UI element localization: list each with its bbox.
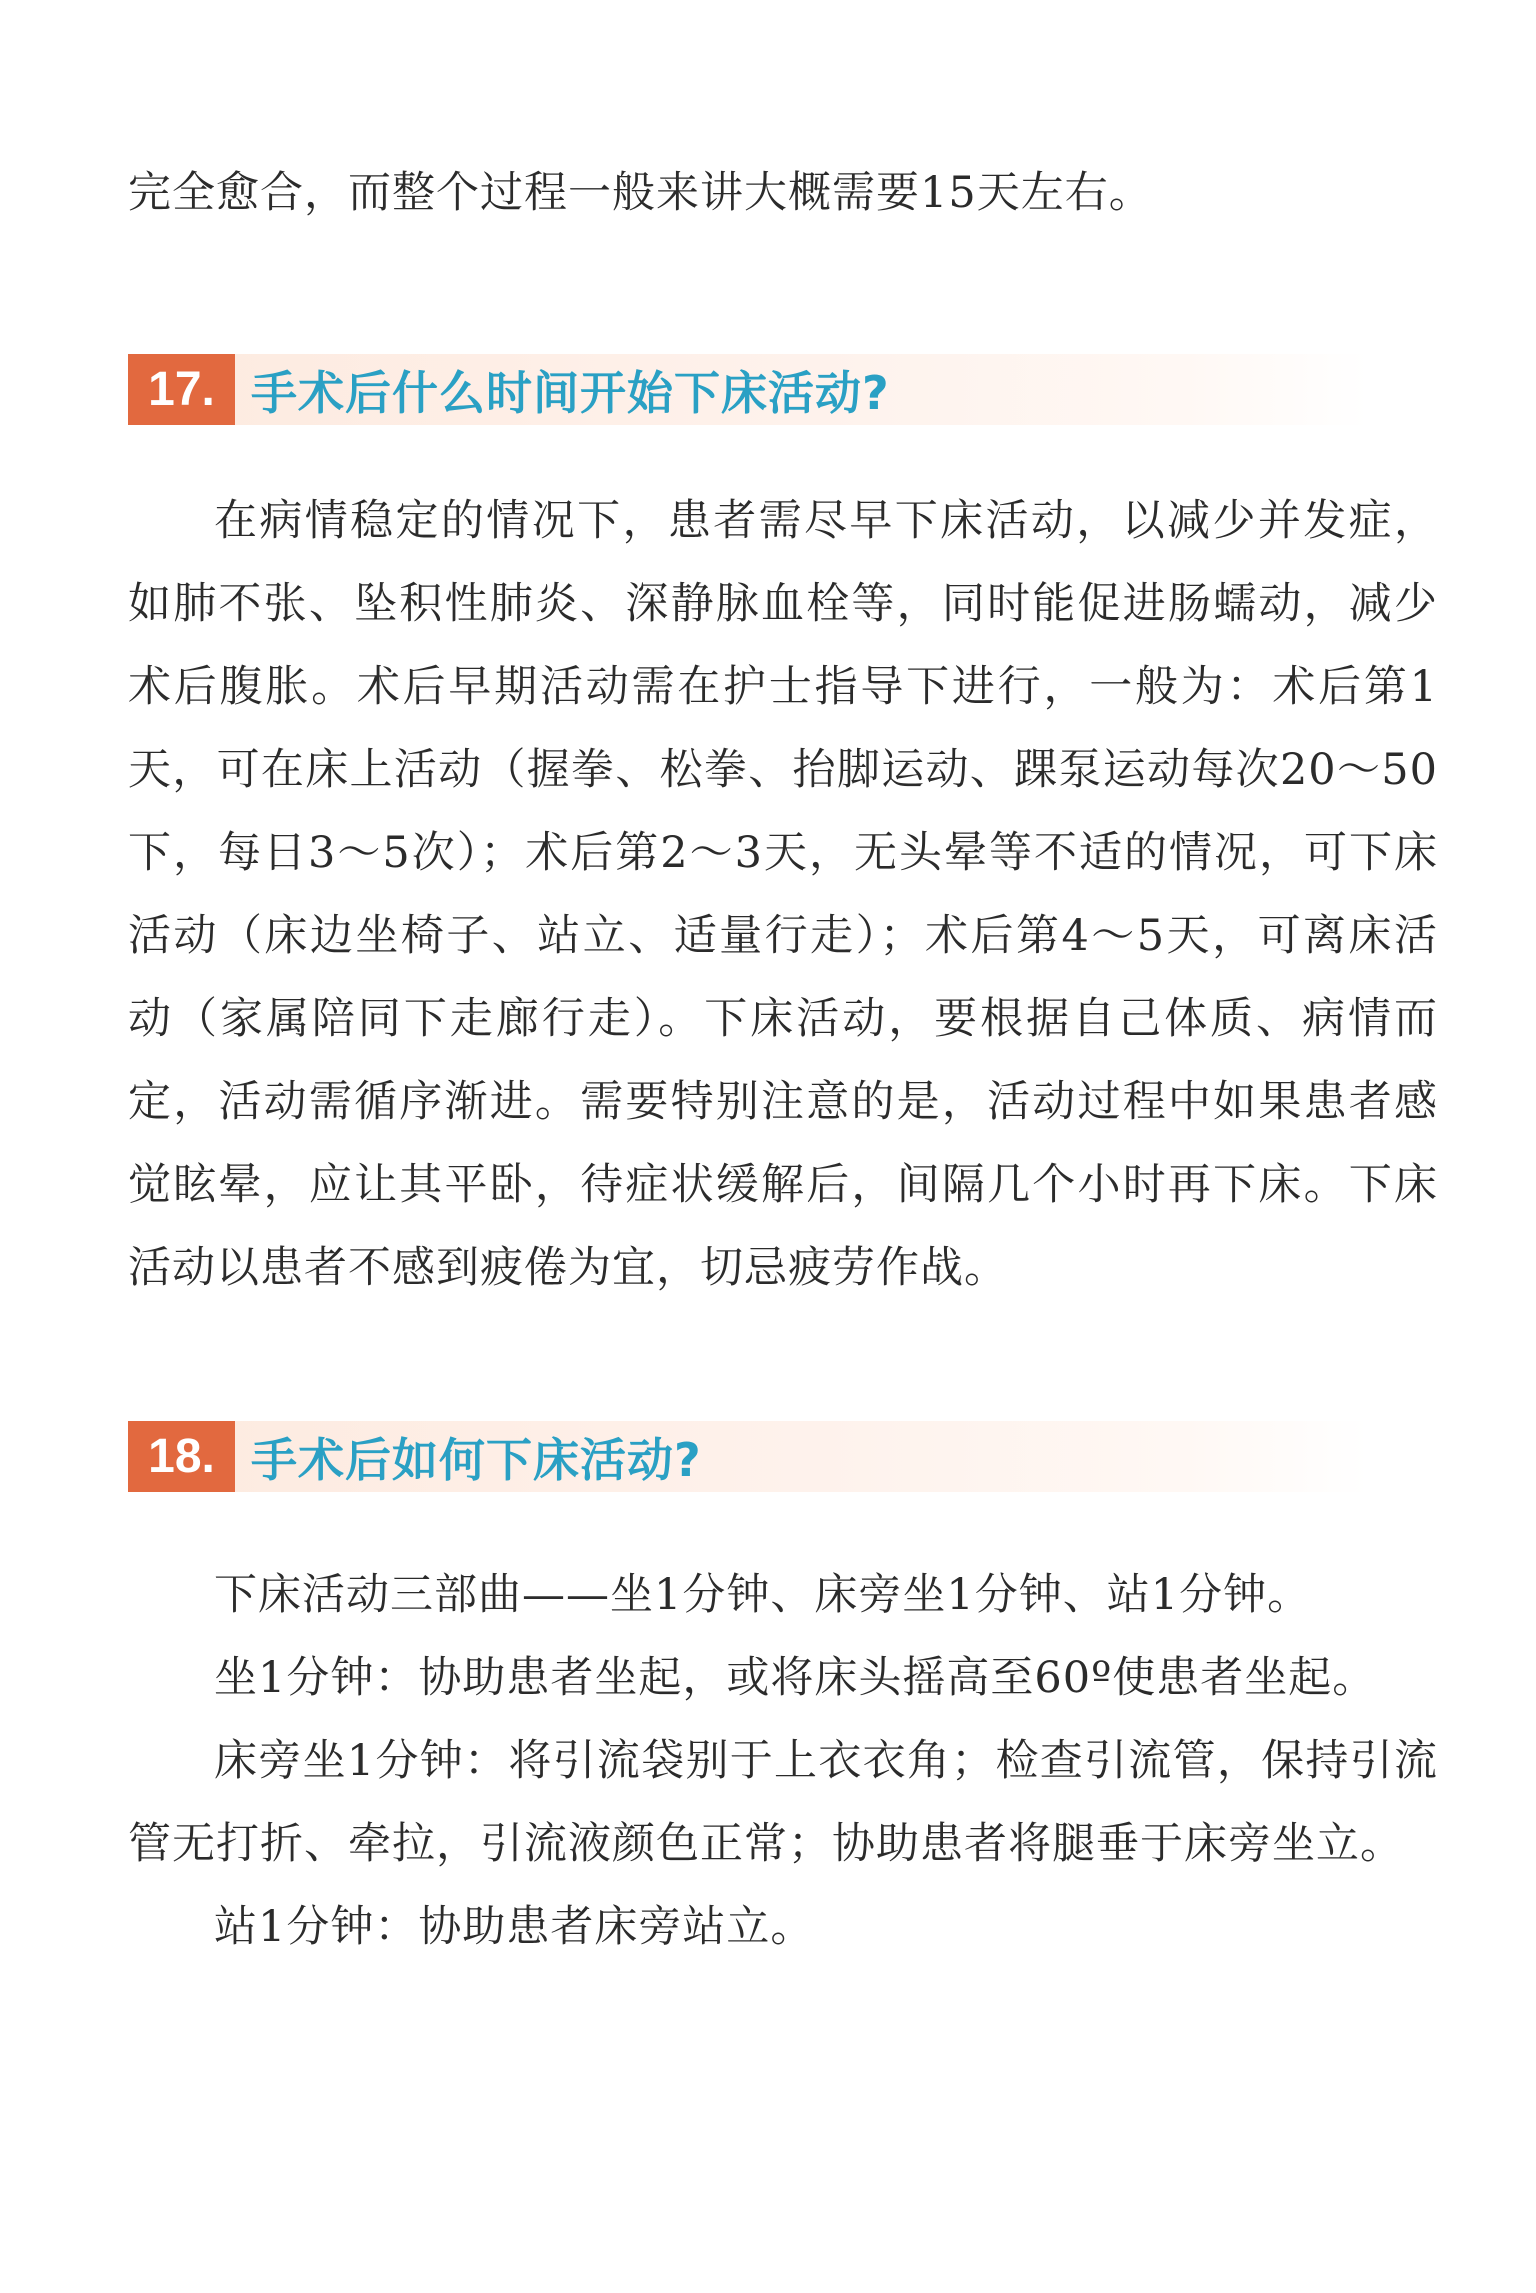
section-18-paragraph-1: 下床活动三部曲——坐1分钟、床旁坐1分钟、站1分钟。 bbox=[214, 1570, 1312, 1620]
section-18-number-badge: 18. bbox=[128, 1421, 235, 1492]
section-18-heading bbox=[128, 1421, 1368, 1492]
section-18-paragraph-4: 站1分钟：协助患者床旁站立。 bbox=[214, 1902, 815, 1952]
section-17-number-badge: 17. bbox=[128, 354, 235, 425]
section-17-title: 手术后什么时间开始下床活动? bbox=[251, 365, 890, 420]
section-18-paragraph-3: 床旁坐1分钟：将引流袋别于上衣衣角；检查引流管，保持引流管无打折、牵拉，引流液颜色正常；协助患者将腿垂于床旁坐立。 bbox=[128, 1736, 1438, 1869]
section-17-heading bbox=[128, 354, 1368, 425]
intro-paragraph: 完全愈合，而整个过程一般来讲大概需要15天左右。 bbox=[128, 168, 1153, 218]
section-18-paragraph-2: 坐1分钟：协助患者坐起，或将床头摇高至60º使患者坐起。 bbox=[214, 1653, 1377, 1703]
section-17-paragraph: 在病情稳定的情况下，患者需尽早下床活动，以减少并发症，如肺不张、坠积性肺炎、深静脉血栓等，同时能促进肠蠕动，减少术后腹胀。术后早期活动需在护士指导下进行，一般为：术后第1天，可在床上活动（握拳、松拳、抬脚运动、踝泵运动每次20～50下，每日3～5次）；术后第2～3天，无头晕等不适的情况，可下床活动（床边坐椅子、站立、适量行走）；术后第4～5天，可离床活动（家属陪同下走廊行走）。下床活动，要根据自己体质、病情而定，活动需循序渐进。需要特别注意的是，活动过程中如果患者感觉眩晕，应让其平卧，待症状缓解后，间隔几个小时再下床。下床活动以患者不感到疲倦为宜，切忌疲劳作战。 bbox=[128, 496, 1438, 1293]
section-18-title: 手术后如何下床活动? bbox=[251, 1432, 702, 1487]
